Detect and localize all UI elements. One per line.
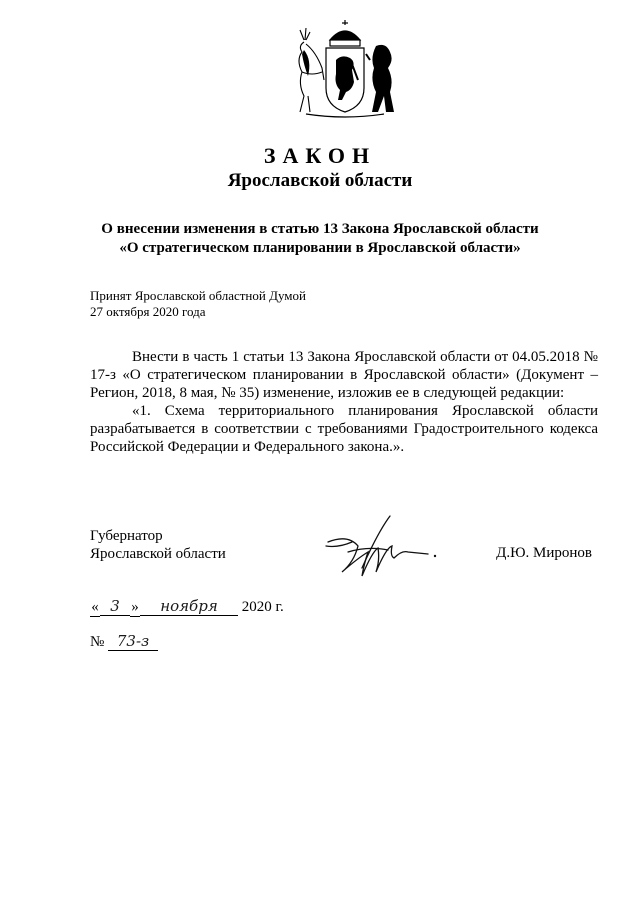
subject-line-1: О внесении изменения в статью 13 Закона Ярославской области (101, 221, 539, 237)
date-open-quote: « (91, 599, 99, 615)
adoption-date: 27 октября 2020 года (90, 304, 206, 319)
signatory-title-line-1: Губернатор (90, 528, 163, 544)
law-subject (0, 220, 640, 258)
signature-icon (318, 512, 448, 584)
signatory-name: Д.Ю. Миронов (496, 545, 592, 561)
subject-line-2: «О стратегическом планировании в Ярославской области» (119, 240, 521, 256)
date-month: ноября (140, 597, 238, 616)
law-number (90, 632, 158, 651)
body-paragraph-1: Внести в часть 1 статьи 13 Закона Ярославской области от 04.05.2018 № 17-з «О стратегическом планировании в Ярославской области» (Документ – Регион, 2018, 8 мая, № 35) изменение, изложив ее в следующей редакции: (90, 349, 598, 401)
adoption-note (90, 288, 306, 320)
number-prefix: № (90, 634, 105, 650)
number-value: 73-з (108, 632, 158, 651)
date-close-quote: » (131, 599, 139, 615)
law-body (90, 348, 598, 456)
date-day: 3 (100, 597, 130, 616)
law-title: ЗАКОН (263, 143, 377, 168)
adoption-line-1: Принят Ярославской областной Думой (90, 288, 306, 303)
signatory-title-line-2: Ярославской области (90, 546, 226, 562)
law-region: Ярославской области (227, 170, 413, 191)
signatory-title (90, 527, 226, 563)
signing-date (90, 597, 284, 617)
date-year: 2020 г. (241, 599, 284, 615)
coat-of-arms-icon (286, 20, 404, 120)
body-paragraph-2: «1. Схема территориального планирования Ярославской области разрабатывается в соответствии с требованиями Градостроительного кодекса Российской Федерации и Федерального закона.». (90, 403, 598, 455)
